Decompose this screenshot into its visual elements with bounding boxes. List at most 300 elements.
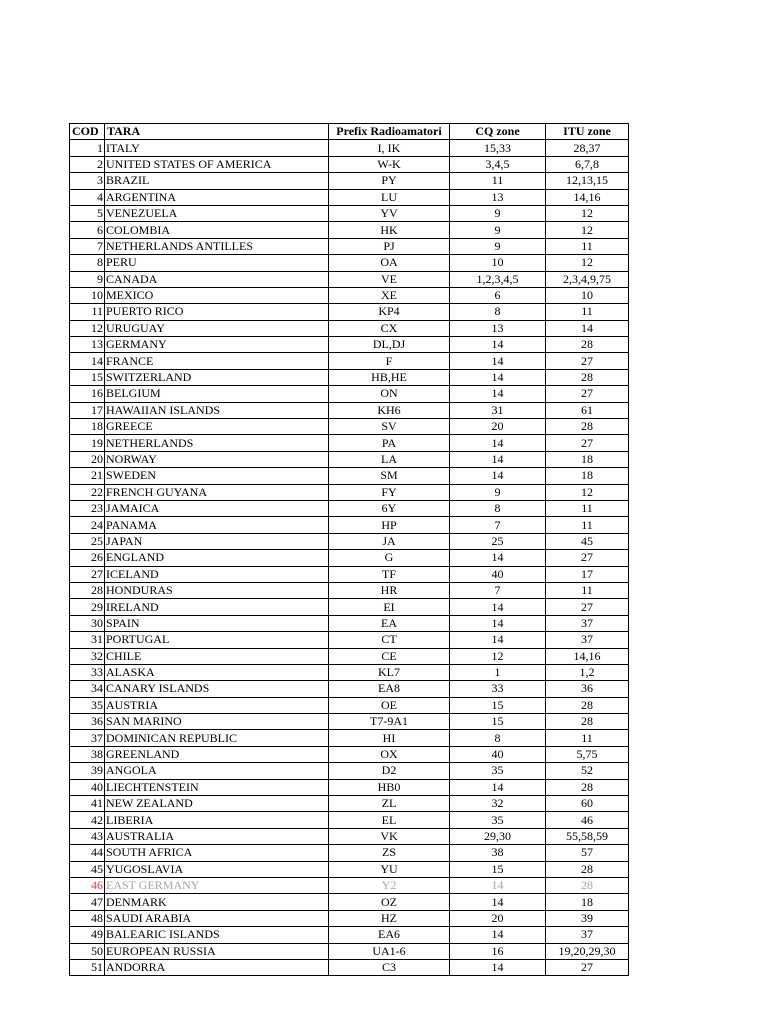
cell-prefix: XE — [329, 287, 450, 303]
table-row — [70, 320, 629, 336]
cell-itu-zone: 18 — [546, 468, 629, 484]
cell-itu-zone: 11 — [546, 582, 629, 598]
table-row — [70, 304, 629, 320]
cell-cod: 22 — [70, 484, 105, 500]
table-row — [70, 533, 629, 549]
cell-tara: BELGIUM — [105, 386, 329, 402]
cell-tara: BALEARIC ISLANDS — [105, 927, 329, 943]
cell-cq-zone: 14 — [450, 894, 546, 910]
cell-cq-zone: 1 — [450, 664, 546, 680]
cell-cod: 15 — [70, 369, 105, 385]
cell-tara: SAUDI ARABIA — [105, 910, 329, 926]
cell-itu-zone: 39 — [546, 910, 629, 926]
cell-cq-zone: 32 — [450, 796, 546, 812]
cell-cq-zone: 25 — [450, 533, 546, 549]
cell-itu-zone: 28 — [546, 877, 629, 893]
cell-cq-zone: 13 — [450, 189, 546, 205]
cell-prefix: VK — [329, 828, 450, 844]
table-row — [70, 763, 629, 779]
cell-tara: NEW ZEALAND — [105, 796, 329, 812]
table-row — [70, 845, 629, 861]
cell-itu-zone: 6,7,8 — [546, 156, 629, 172]
cell-tara: ALASKA — [105, 664, 329, 680]
cell-prefix: UA1-6 — [329, 943, 450, 959]
cell-itu-zone: 28 — [546, 861, 629, 877]
cell-tara: HAWAIIAN ISLANDS — [105, 402, 329, 418]
table-row — [70, 468, 629, 484]
table-row — [70, 287, 629, 303]
table-header — [70, 124, 629, 140]
cell-cq-zone: 31 — [450, 402, 546, 418]
cell-prefix: OZ — [329, 894, 450, 910]
cell-itu-zone: 61 — [546, 402, 629, 418]
cell-cq-zone: 3,4,5 — [450, 156, 546, 172]
cell-cod: 20 — [70, 451, 105, 467]
cell-tara: CANADA — [105, 271, 329, 287]
cell-itu-zone: 55,58,59 — [546, 828, 629, 844]
table-row — [70, 943, 629, 959]
cell-tara: ANGOLA — [105, 763, 329, 779]
cell-prefix: G — [329, 550, 450, 566]
cell-cq-zone: 14 — [450, 615, 546, 631]
cell-cod: 29 — [70, 599, 105, 615]
cell-itu-zone: 11 — [546, 730, 629, 746]
table-row — [70, 386, 629, 402]
cell-tara: BRAZIL — [105, 173, 329, 189]
cell-prefix: ZL — [329, 796, 450, 812]
table-row — [70, 877, 629, 893]
cell-tara: CHILE — [105, 648, 329, 664]
cell-cod: 2 — [70, 156, 105, 172]
table-row — [70, 517, 629, 533]
cell-cq-zone: 38 — [450, 845, 546, 861]
cell-cod: 23 — [70, 500, 105, 516]
cell-prefix: PA — [329, 435, 450, 451]
cell-cq-zone: 20 — [450, 910, 546, 926]
cell-cq-zone: 14 — [450, 451, 546, 467]
cell-itu-zone: 57 — [546, 845, 629, 861]
cell-cod: 41 — [70, 796, 105, 812]
cell-prefix: CE — [329, 648, 450, 664]
cell-cq-zone: 40 — [450, 566, 546, 582]
cell-tara: GREENLAND — [105, 746, 329, 762]
cell-cod: 25 — [70, 533, 105, 549]
cell-itu-zone: 14,16 — [546, 648, 629, 664]
table-row — [70, 714, 629, 730]
cell-cq-zone: 7 — [450, 517, 546, 533]
cell-cq-zone: 12 — [450, 648, 546, 664]
table-row — [70, 582, 629, 598]
cell-prefix: SV — [329, 419, 450, 435]
cell-prefix: Y2 — [329, 877, 450, 893]
cell-prefix: FY — [329, 484, 450, 500]
cell-itu-zone: 28 — [546, 714, 629, 730]
table-row — [70, 648, 629, 664]
table-row — [70, 812, 629, 828]
cell-tara: YUGOSLAVIA — [105, 861, 329, 877]
cell-tara: PERU — [105, 255, 329, 271]
cell-itu-zone: 12 — [546, 484, 629, 500]
cell-prefix: OX — [329, 746, 450, 762]
cell-cod: 31 — [70, 632, 105, 648]
cell-cod: 46 — [70, 877, 105, 893]
cell-cod: 34 — [70, 681, 105, 697]
table-row — [70, 353, 629, 369]
cell-itu-zone: 45 — [546, 533, 629, 549]
cell-cq-zone: 14 — [450, 550, 546, 566]
table-row — [70, 238, 629, 254]
cell-cq-zone: 14 — [450, 435, 546, 451]
cell-cq-zone: 35 — [450, 812, 546, 828]
cell-itu-zone: 27 — [546, 353, 629, 369]
cell-cq-zone: 16 — [450, 943, 546, 959]
table-row — [70, 173, 629, 189]
cell-prefix: PY — [329, 173, 450, 189]
cell-tara: MEXICO — [105, 287, 329, 303]
cell-tara: LIBERIA — [105, 812, 329, 828]
cell-cod: 13 — [70, 337, 105, 353]
cell-cod: 33 — [70, 664, 105, 680]
cell-cod: 26 — [70, 550, 105, 566]
table-row — [70, 435, 629, 451]
cell-prefix: JA — [329, 533, 450, 549]
cell-itu-zone: 18 — [546, 894, 629, 910]
table-row — [70, 156, 629, 172]
cell-prefix: TF — [329, 566, 450, 582]
table-row — [70, 255, 629, 271]
cell-tara: JAPAN — [105, 533, 329, 549]
cell-tara: GREECE — [105, 419, 329, 435]
cell-cod: 6 — [70, 222, 105, 238]
header-tara: TARA — [105, 124, 329, 140]
cell-tara: DOMINICAN REPUBLIC — [105, 730, 329, 746]
cell-itu-zone: 27 — [546, 959, 629, 975]
cell-tara: FRANCE — [105, 353, 329, 369]
table-row — [70, 599, 629, 615]
cell-itu-zone: 28 — [546, 697, 629, 713]
cell-tara: EAST GERMANY — [105, 877, 329, 893]
cell-cod: 45 — [70, 861, 105, 877]
table-row — [70, 861, 629, 877]
cell-tara: COLOMBIA — [105, 222, 329, 238]
cell-cq-zone: 11 — [450, 173, 546, 189]
cell-itu-zone: 37 — [546, 615, 629, 631]
table-row — [70, 697, 629, 713]
cell-prefix: KL7 — [329, 664, 450, 680]
cell-itu-zone: 27 — [546, 435, 629, 451]
cell-prefix: C3 — [329, 959, 450, 975]
cell-prefix: PJ — [329, 238, 450, 254]
cell-cod: 27 — [70, 566, 105, 582]
cell-prefix: CT — [329, 632, 450, 648]
cell-cod: 5 — [70, 205, 105, 221]
cell-cq-zone: 40 — [450, 746, 546, 762]
cell-tara: LIECHTENSTEIN — [105, 779, 329, 795]
cell-cq-zone: 14 — [450, 632, 546, 648]
cell-cq-zone: 6 — [450, 287, 546, 303]
cell-itu-zone: 12 — [546, 255, 629, 271]
cell-cod: 44 — [70, 845, 105, 861]
cell-cq-zone: 14 — [450, 386, 546, 402]
cell-itu-zone: 1,2 — [546, 664, 629, 680]
cell-cq-zone: 15 — [450, 714, 546, 730]
cell-prefix: ZS — [329, 845, 450, 861]
cell-prefix: 6Y — [329, 500, 450, 516]
cell-cq-zone: 9 — [450, 205, 546, 221]
cell-itu-zone: 27 — [546, 550, 629, 566]
cell-tara: DENMARK — [105, 894, 329, 910]
cell-prefix: W-K — [329, 156, 450, 172]
table-row — [70, 369, 629, 385]
cell-cod: 40 — [70, 779, 105, 795]
cell-prefix: HZ — [329, 910, 450, 926]
cell-itu-zone: 37 — [546, 632, 629, 648]
cell-prefix: F — [329, 353, 450, 369]
cell-cq-zone: 9 — [450, 484, 546, 500]
table-row — [70, 828, 629, 844]
cell-tara: FRENCH GUYANA — [105, 484, 329, 500]
cell-cq-zone: 35 — [450, 763, 546, 779]
cell-cod: 50 — [70, 943, 105, 959]
cell-tara: SOUTH AFRICA — [105, 845, 329, 861]
cell-cod: 38 — [70, 746, 105, 762]
cell-prefix: HP — [329, 517, 450, 533]
cell-prefix: HB0 — [329, 779, 450, 795]
table-row — [70, 959, 629, 975]
table-row — [70, 500, 629, 516]
cell-itu-zone: 28 — [546, 369, 629, 385]
cell-tara: URUGUAY — [105, 320, 329, 336]
cell-tara: AUSTRALIA — [105, 828, 329, 844]
cell-cod: 11 — [70, 304, 105, 320]
header-cod: COD — [70, 124, 105, 140]
cell-tara: UNITED STATES OF AMERICA — [105, 156, 329, 172]
cell-tara: SPAIN — [105, 615, 329, 631]
cell-cod: 39 — [70, 763, 105, 779]
cell-cod: 14 — [70, 353, 105, 369]
cell-tara: NETHERLANDS — [105, 435, 329, 451]
cell-cq-zone: 15,33 — [450, 140, 546, 156]
table-row — [70, 632, 629, 648]
cell-cod: 28 — [70, 582, 105, 598]
cell-itu-zone: 36 — [546, 681, 629, 697]
cell-prefix: D2 — [329, 763, 450, 779]
cell-tara: JAMAICA — [105, 500, 329, 516]
cell-cq-zone: 15 — [450, 861, 546, 877]
cell-tara: ENGLAND — [105, 550, 329, 566]
cell-prefix: YU — [329, 861, 450, 877]
cell-cod: 19 — [70, 435, 105, 451]
cell-tara: PORTUGAL — [105, 632, 329, 648]
cell-cq-zone: 33 — [450, 681, 546, 697]
cell-tara: CANARY ISLANDS — [105, 681, 329, 697]
cell-tara: NETHERLANDS ANTILLES — [105, 238, 329, 254]
cell-prefix: EA8 — [329, 681, 450, 697]
cell-prefix: EA6 — [329, 927, 450, 943]
cell-cod: 16 — [70, 386, 105, 402]
cell-tara: PUERTO RICO — [105, 304, 329, 320]
table-row — [70, 419, 629, 435]
cell-prefix: HR — [329, 582, 450, 598]
cell-cod: 35 — [70, 697, 105, 713]
cell-itu-zone: 37 — [546, 927, 629, 943]
table-row — [70, 205, 629, 221]
cell-prefix: OE — [329, 697, 450, 713]
cell-prefix: HK — [329, 222, 450, 238]
cell-cod: 7 — [70, 238, 105, 254]
cell-tara: NORWAY — [105, 451, 329, 467]
cell-cq-zone: 15 — [450, 697, 546, 713]
cell-cq-zone: 8 — [450, 304, 546, 320]
cell-cq-zone: 9 — [450, 238, 546, 254]
table-body — [70, 140, 629, 976]
cell-prefix: SM — [329, 468, 450, 484]
cell-prefix: ON — [329, 386, 450, 402]
cell-tara: HONDURAS — [105, 582, 329, 598]
cell-itu-zone: 2,3,4,9,75 — [546, 271, 629, 287]
header-itu-zone: ITU zone — [546, 124, 629, 140]
cell-cod: 32 — [70, 648, 105, 664]
table-row — [70, 189, 629, 205]
cell-tara: GERMANY — [105, 337, 329, 353]
cell-cq-zone: 9 — [450, 222, 546, 238]
cell-cq-zone: 14 — [450, 369, 546, 385]
cell-prefix: DL,DJ — [329, 337, 450, 353]
cell-tara: VENEZUELA — [105, 205, 329, 221]
table-row — [70, 779, 629, 795]
table-row — [70, 910, 629, 926]
table-row — [70, 550, 629, 566]
cell-tara: PANAMA — [105, 517, 329, 533]
cell-tara: ARGENTINA — [105, 189, 329, 205]
cell-tara: SAN MARINO — [105, 714, 329, 730]
cell-itu-zone: 11 — [546, 304, 629, 320]
cell-prefix: HB,HE — [329, 369, 450, 385]
cell-itu-zone: 27 — [546, 386, 629, 402]
cell-tara: ITALY — [105, 140, 329, 156]
cell-cod: 18 — [70, 419, 105, 435]
table-row — [70, 664, 629, 680]
table-row — [70, 337, 629, 353]
table-row — [70, 484, 629, 500]
cell-cod: 24 — [70, 517, 105, 533]
cell-cod: 12 — [70, 320, 105, 336]
cell-prefix: EL — [329, 812, 450, 828]
cell-cod: 48 — [70, 910, 105, 926]
table-row — [70, 730, 629, 746]
cell-itu-zone: 27 — [546, 599, 629, 615]
cell-itu-zone: 11 — [546, 500, 629, 516]
cell-prefix: VE — [329, 271, 450, 287]
cell-cod: 17 — [70, 402, 105, 418]
cell-itu-zone: 28 — [546, 419, 629, 435]
cell-tara: AUSTRIA — [105, 697, 329, 713]
table-row — [70, 681, 629, 697]
header-cq-zone: CQ zone — [450, 124, 546, 140]
cell-prefix: OA — [329, 255, 450, 271]
cell-cod: 36 — [70, 714, 105, 730]
cell-itu-zone: 14,16 — [546, 189, 629, 205]
cell-cq-zone: 20 — [450, 419, 546, 435]
country-prefix-table — [69, 123, 629, 976]
cell-cod: 3 — [70, 173, 105, 189]
cell-cod: 49 — [70, 927, 105, 943]
cell-cod: 37 — [70, 730, 105, 746]
cell-prefix: CX — [329, 320, 450, 336]
cell-cod: 10 — [70, 287, 105, 303]
cell-tara: EUROPEAN RUSSIA — [105, 943, 329, 959]
cell-cq-zone: 29,30 — [450, 828, 546, 844]
cell-prefix: T7-9A1 — [329, 714, 450, 730]
cell-itu-zone: 18 — [546, 451, 629, 467]
cell-itu-zone: 46 — [546, 812, 629, 828]
cell-tara: IRELAND — [105, 599, 329, 615]
cell-cq-zone: 14 — [450, 468, 546, 484]
cell-cod: 1 — [70, 140, 105, 156]
cell-cod: 8 — [70, 255, 105, 271]
cell-itu-zone: 14 — [546, 320, 629, 336]
cell-prefix: EA — [329, 615, 450, 631]
cell-prefix: LU — [329, 189, 450, 205]
cell-itu-zone: 12 — [546, 205, 629, 221]
table-row — [70, 222, 629, 238]
cell-tara: SWEDEN — [105, 468, 329, 484]
table-row — [70, 566, 629, 582]
table-row — [70, 271, 629, 287]
cell-cod: 43 — [70, 828, 105, 844]
cell-cq-zone: 14 — [450, 959, 546, 975]
table-row — [70, 140, 629, 156]
cell-itu-zone: 60 — [546, 796, 629, 812]
cell-prefix: HI — [329, 730, 450, 746]
cell-cq-zone: 8 — [450, 730, 546, 746]
cell-cod: 51 — [70, 959, 105, 975]
cell-itu-zone: 28 — [546, 779, 629, 795]
cell-itu-zone: 5,75 — [546, 746, 629, 762]
cell-cod: 4 — [70, 189, 105, 205]
cell-cod: 9 — [70, 271, 105, 287]
cell-itu-zone: 10 — [546, 287, 629, 303]
table-row — [70, 451, 629, 467]
cell-prefix: YV — [329, 205, 450, 221]
cell-tara: ANDORRA — [105, 959, 329, 975]
cell-cq-zone: 10 — [450, 255, 546, 271]
cell-cq-zone: 14 — [450, 877, 546, 893]
cell-cq-zone: 8 — [450, 500, 546, 516]
cell-cod: 30 — [70, 615, 105, 631]
cell-cod: 47 — [70, 894, 105, 910]
table-row — [70, 746, 629, 762]
cell-prefix: I, IK — [329, 140, 450, 156]
cell-cod: 42 — [70, 812, 105, 828]
cell-cq-zone: 14 — [450, 599, 546, 615]
cell-cod: 21 — [70, 468, 105, 484]
cell-itu-zone: 19,20,29,30 — [546, 943, 629, 959]
cell-itu-zone: 12 — [546, 222, 629, 238]
table-row — [70, 927, 629, 943]
table-row — [70, 402, 629, 418]
cell-tara: ICELAND — [105, 566, 329, 582]
cell-prefix: KP4 — [329, 304, 450, 320]
cell-prefix: KH6 — [329, 402, 450, 418]
table-row — [70, 894, 629, 910]
cell-cq-zone: 13 — [450, 320, 546, 336]
cell-cq-zone: 14 — [450, 927, 546, 943]
cell-cq-zone: 14 — [450, 779, 546, 795]
cell-prefix: LA — [329, 451, 450, 467]
header-row — [70, 124, 629, 140]
cell-itu-zone: 11 — [546, 238, 629, 254]
